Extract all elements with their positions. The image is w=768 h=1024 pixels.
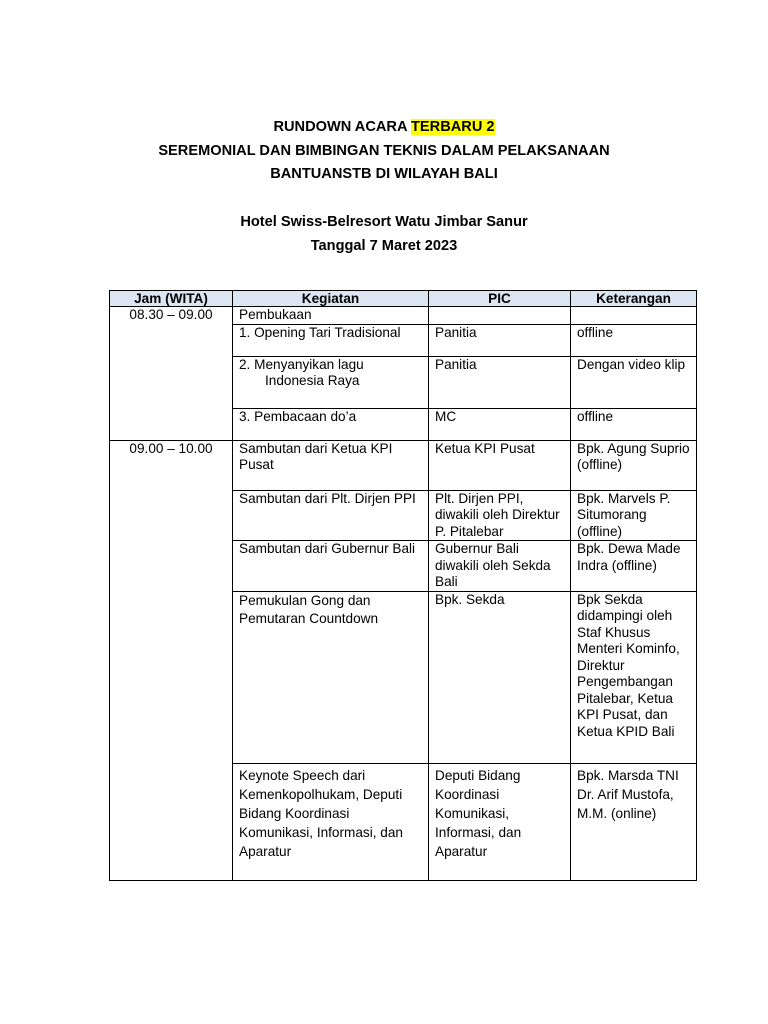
pic-cell: Plt. Dirjen PPI, diwakili oleh Direktur P. Pitalebar bbox=[429, 490, 571, 541]
kegiatan-cell: Sambutan dari Plt. Dirjen PPI bbox=[233, 490, 429, 541]
keterangan-cell: Bpk. Marsda TNI Dr. Arif Mustofa, M.M. (online) bbox=[571, 763, 697, 880]
keterangan-cell: Bpk. Dewa Made Indra (offline) bbox=[571, 541, 697, 592]
keterangan-cell: offline bbox=[571, 408, 697, 440]
pic-cell: MC bbox=[429, 408, 571, 440]
item-text: Pembacaan do’a bbox=[254, 408, 357, 424]
kegiatan-cell bbox=[233, 356, 429, 408]
kegiatan-cell: Pembukaan bbox=[233, 307, 429, 325]
pic-cell: Panitia bbox=[429, 324, 571, 356]
kegiatan-cell: 1. Opening Tari Tradisional bbox=[233, 324, 429, 356]
keterangan-cell bbox=[571, 307, 697, 325]
keterangan-cell: Dengan video klip bbox=[571, 356, 697, 408]
venue-line: Hotel Swiss-Belresort Watu Jimbar Sanur bbox=[240, 214, 528, 230]
item-number: 2. bbox=[239, 356, 251, 372]
header-jam: Jam (WITA) bbox=[110, 291, 233, 307]
title-line-1 bbox=[0, 118, 768, 136]
kegiatan-cell: Pemukulan Gong dan Pemutaran Countdown bbox=[233, 591, 429, 763]
pic-cell: Bpk. Sekda bbox=[429, 591, 571, 763]
keterangan-cell: Bpk Sekda didampingi oleh Staf Khusus Menteri Kominfo, Direktur Pengembangan Pitalebar, Ketua KPI Pusat, dan Ketua KPID Bali bbox=[571, 591, 697, 763]
pic-cell: Deputi Bidang Koordinasi Komunikasi, Informasi, dan Aparatur bbox=[429, 763, 571, 880]
kegiatan-cell: Sambutan dari Ketua KPI Pusat bbox=[233, 440, 429, 490]
keterangan-cell: offline bbox=[571, 324, 697, 356]
jam-cell: 09.00 – 10.00 bbox=[110, 440, 233, 880]
keterangan-cell: Bpk. Agung Suprio (offline) bbox=[571, 440, 697, 490]
keterangan-cell: Bpk. Marvels P. Situmorang (offline) bbox=[571, 490, 697, 541]
kegiatan-cell bbox=[233, 408, 429, 440]
header-kegiatan: Kegiatan bbox=[233, 291, 429, 307]
header-pic: PIC bbox=[429, 291, 571, 307]
kegiatan-cell: Keynote Speech dari Kemenkopolhukam, Deputi Bidang Koordinasi Komunikasi, Informasi, dan Aparatur bbox=[233, 763, 429, 880]
header-keterangan: Keterangan bbox=[571, 291, 697, 307]
title-highlight: TERBARU 2 bbox=[411, 119, 495, 135]
date-line: Tanggal 7 Maret 2023 bbox=[310, 238, 458, 254]
item-text-cont: Indonesia Raya bbox=[265, 373, 360, 388]
kegiatan-cell: Sambutan dari Gubernur Bali bbox=[233, 541, 429, 592]
table-header-row bbox=[110, 291, 697, 307]
pic-cell: Ketua KPI Pusat bbox=[429, 440, 571, 490]
item-number: 3. bbox=[239, 408, 251, 424]
title-line-3: BANTUANSTB DI WILAYAH BALI bbox=[270, 166, 498, 182]
item-text: Menyanyikan lagu bbox=[254, 356, 364, 372]
title-line-2: SEREMONIAL DAN BIMBINGAN TEKNIS DALAM PELAKSANAAN bbox=[158, 143, 610, 159]
table-row bbox=[110, 307, 697, 325]
title-prefix: RUNDOWN ACARA bbox=[273, 119, 412, 135]
jam-cell: 08.30 – 09.00 bbox=[110, 307, 233, 441]
pic-cell bbox=[429, 307, 571, 325]
rundown-table bbox=[109, 290, 697, 881]
pic-cell: Panitia bbox=[429, 356, 571, 408]
table-row bbox=[110, 440, 697, 490]
pic-cell: Gubernur Bali diwakili oleh Sekda Bali bbox=[429, 541, 571, 592]
